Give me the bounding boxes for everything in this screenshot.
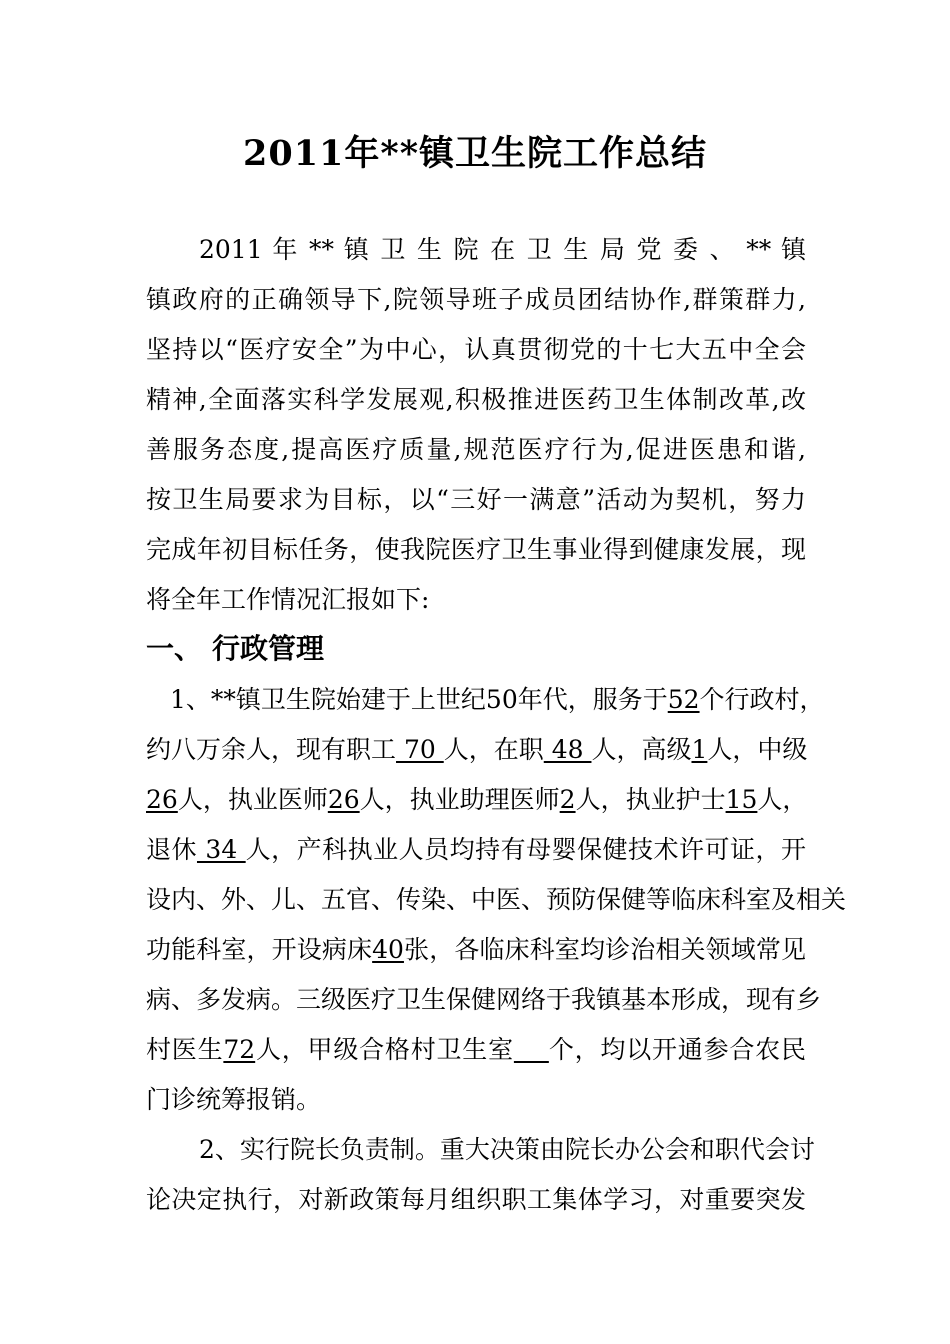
paragraph-line: 设内、外、儿、五官、传染、中医、预防保健等临床科室及相关 xyxy=(146,885,847,914)
text-run: 人，高级 xyxy=(591,735,692,764)
staff-count: 70 xyxy=(396,735,444,764)
text-run: 个行政村， xyxy=(699,685,825,714)
section-number: 一、 xyxy=(146,632,203,665)
text-run: 张，各临床科室均诊治相关领域常见 xyxy=(403,935,806,964)
blank-field xyxy=(514,1035,549,1064)
text-run: 人，甲级合格村卫生室 xyxy=(255,1035,514,1064)
intro-line: 完成年初目标任务，使我院医疗卫生事业得到健康发展，现 xyxy=(146,535,806,564)
text-run: 人，中级 xyxy=(707,735,808,764)
retired-count: 34 xyxy=(196,835,246,864)
text-run: 退休 xyxy=(146,835,197,864)
paragraph-line: 病、多发病。三级医疗卫生保健网络于我镇基本形成，现有乡 xyxy=(146,985,822,1014)
text-run: 人，产科执业人员均持有母婴保健技术许可证，开 xyxy=(245,835,806,864)
village-doctors-count: 72 xyxy=(223,1035,256,1064)
intro-line: 坚持以“医疗安全”为中心，认真贯彻党的十七大五中全会 xyxy=(146,335,806,364)
text-run: 人，执业医师 xyxy=(177,785,328,814)
intro-line: 2011 年 ** 镇 卫 生 院 在 卫 生 局 党 委 、 ** 镇 xyxy=(199,235,806,264)
senior-count: 1 xyxy=(691,735,708,764)
text-run: 约八万余人，现有职工 xyxy=(146,735,397,764)
paragraph-line xyxy=(146,724,806,775)
doctors-count: 26 xyxy=(327,785,360,814)
document-title: 2011年**镇卫生院工作总结 xyxy=(242,133,708,174)
paragraph-line xyxy=(146,924,806,975)
intro-line: 按卫生局要求为目标，以“三好一满意”活动为契机，努力 xyxy=(146,485,806,514)
assistant-doctors-count: 2 xyxy=(559,785,576,814)
section-heading xyxy=(146,624,324,674)
beds-count: 40 xyxy=(372,935,404,964)
paragraph-line xyxy=(146,774,806,825)
paragraph-line xyxy=(170,674,825,725)
intro-line: 将全年工作情况汇报如下: xyxy=(146,585,430,614)
nurses-count: 15 xyxy=(725,785,758,814)
paragraph-line xyxy=(146,1024,806,1075)
section-title: 行政管理 xyxy=(212,632,325,665)
intro-line: 精神,全面落实科学发展观,积极推进医药卫生体制改革,改 xyxy=(146,385,806,414)
paragraph-line: 2、实行院长负责制。重大决策由院长办公会和职代会讨 xyxy=(199,1135,815,1164)
text-run: 人，在职 xyxy=(443,735,544,764)
text-run: 功能科室，开设病床 xyxy=(146,935,373,964)
intro-line: 善服务态度,提高医疗质量,规范医疗行为,促进医患和谐, xyxy=(146,435,806,464)
mid-level-count: 26 xyxy=(146,785,178,814)
text-run: 村医生 xyxy=(146,1035,224,1064)
text-run: 1、**镇卫生院始建于上世纪50年代，服务于 xyxy=(170,685,668,714)
paragraph-line xyxy=(146,824,806,875)
text-run: 人，执业助理医师 xyxy=(359,785,560,814)
paragraph-line: 门诊统筹报销。 xyxy=(146,1085,322,1114)
active-staff-count: 48 xyxy=(543,735,592,764)
text-run: 人， xyxy=(757,785,808,814)
paragraph-line: 论决定执行，对新政策每月组织职工集体学习，对重要突发 xyxy=(146,1185,806,1214)
villages-count: 52 xyxy=(667,685,700,714)
intro-line: 镇政府的正确领导下,院领导班子成员团结协作,群策群力, xyxy=(146,285,806,314)
text-run: 个，均以开通参合农民 xyxy=(548,1035,806,1064)
text-run: 人，执业护士 xyxy=(575,785,726,814)
